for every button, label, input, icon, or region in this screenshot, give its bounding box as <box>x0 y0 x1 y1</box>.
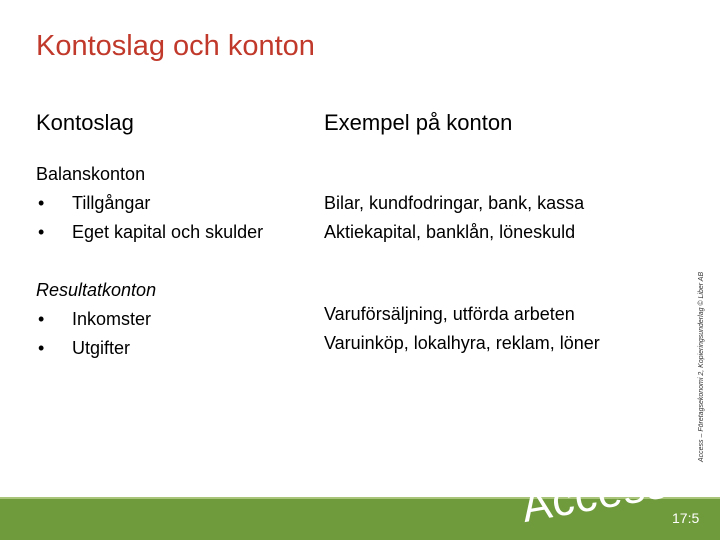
result-accounts-heading: Resultatkonton <box>36 280 157 300</box>
result-item-label: Utgifter <box>72 338 131 358</box>
result-accounts-block <box>36 276 156 363</box>
balance-accounts-heading: Balanskonton <box>36 164 146 184</box>
access-logo: Access <box>517 458 672 532</box>
result-item <box>36 305 156 334</box>
balance-item <box>36 218 263 247</box>
page-number: 17:5 <box>672 510 700 526</box>
balance-examples-block <box>324 189 584 247</box>
bullet-icon: • <box>38 338 45 358</box>
copyright-credit-text: Access – Företagsekonomi 2, Kopieringsunderlag © Liber AB <box>698 271 705 462</box>
balance-accounts-block <box>36 160 263 247</box>
balance-example: Aktiekapital, banklån, löneskuld <box>324 222 576 242</box>
result-item-label: Inkomster <box>72 309 152 329</box>
result-example: Varuinköp, lokalhyra, reklam, löner <box>324 333 600 353</box>
left-column-header: Kontoslag <box>36 110 134 135</box>
result-item <box>36 334 156 363</box>
balance-item-label: Tillgångar <box>72 193 151 213</box>
copyright-credit <box>698 271 705 468</box>
balance-item-label: Eget kapital och skulder <box>72 222 264 242</box>
bullet-icon: • <box>38 309 45 329</box>
result-examples-block <box>324 300 600 358</box>
bullet-icon: • <box>38 222 45 242</box>
balance-example: Bilar, kundfodringar, bank, kassa <box>324 193 585 213</box>
result-example: Varuförsäljning, utförda arbeten <box>324 304 575 324</box>
bullet-icon: • <box>38 193 45 213</box>
balance-item <box>36 189 263 218</box>
right-column-header: Exempel på konton <box>324 110 513 135</box>
slide-title: Kontoslag och konton <box>36 30 315 62</box>
